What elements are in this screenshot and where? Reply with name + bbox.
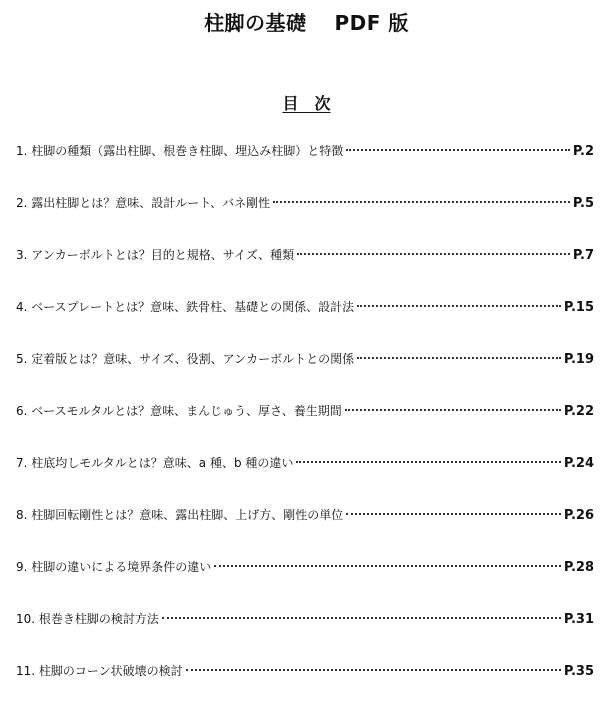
toc-entry-page: P.2 xyxy=(572,144,594,159)
toc-entry[interactable] xyxy=(16,348,594,400)
toc-entry-page: P.7 xyxy=(572,248,594,263)
toc-entry-page: P.5 xyxy=(572,196,594,211)
dot-leader xyxy=(297,253,570,255)
dot-leader xyxy=(346,513,561,515)
toc-entry-title: 9. 柱脚の違いによる境界条件の違い xyxy=(16,560,212,574)
toc-heading xyxy=(0,93,613,115)
toc-entry-page: P.15 xyxy=(563,300,594,315)
toc-entry-page: P.31 xyxy=(563,612,594,627)
toc-entry[interactable] xyxy=(16,556,594,608)
toc-entry-page: P.35 xyxy=(563,664,594,679)
toc-entry[interactable] xyxy=(16,504,594,556)
toc-entry-title: 11. 柱脚のコーン状破壊の検討 xyxy=(16,664,183,678)
toc-entry-title: 4. ベースプレートとは？意味、鉄骨柱、基礎との関係、設計法 xyxy=(16,300,355,314)
document-title: 柱脚の基礎 PDF 版 xyxy=(204,11,409,35)
toc-entry-page: P.28 xyxy=(563,560,594,575)
toc-entry-page: P.19 xyxy=(563,352,594,367)
toc-entry-page: P.22 xyxy=(563,404,594,419)
dot-leader xyxy=(357,357,561,359)
dot-leader xyxy=(345,409,561,411)
toc-entry[interactable] xyxy=(16,452,594,504)
toc-entry-title: 8. 柱脚回転剛性とは？意味、露出柱脚、上げ方、剛性の単位 xyxy=(16,508,344,522)
dot-leader xyxy=(186,669,561,671)
dot-leader xyxy=(214,565,561,567)
toc-entry[interactable] xyxy=(16,192,594,244)
toc-entry[interactable] xyxy=(16,400,594,452)
toc-entry[interactable] xyxy=(16,608,594,660)
toc-entry-title: 5. 定着版とは？意味、サイズ、役割、アンカーボルトとの関係 xyxy=(16,352,355,366)
toc-entry[interactable] xyxy=(16,244,594,296)
dot-leader xyxy=(162,617,561,619)
dot-leader xyxy=(296,461,560,463)
toc-heading-text: 目 次 xyxy=(282,94,331,113)
dot-leader xyxy=(273,201,570,203)
toc-entry-page: P.26 xyxy=(563,508,594,523)
toc-entry-title: 10. 根巻き柱脚の検討方法 xyxy=(16,612,159,626)
dot-leader xyxy=(346,149,570,151)
table-of-contents xyxy=(16,140,594,712)
toc-entry-title: 3. アンカーボルトとは？目的と規格、サイズ、種類 xyxy=(16,248,295,262)
toc-entry[interactable] xyxy=(16,296,594,348)
toc-entry-page: P.24 xyxy=(563,456,594,471)
toc-entry-title: 6. ベースモルタルとは？意味、まんじゅう、厚さ、養生期間 xyxy=(16,404,342,418)
toc-entry-title: 1. 柱脚の種類（露出柱脚、根巻き柱脚、埋込み柱脚）と特徴 xyxy=(16,144,344,158)
toc-entry-title: 7. 柱底均しモルタルとは？意味、a 種、b 種の違い xyxy=(16,456,294,470)
toc-entry[interactable] xyxy=(16,140,594,192)
dot-leader xyxy=(357,305,561,307)
toc-entry[interactable] xyxy=(16,660,594,712)
toc-entry-title: 2. 露出柱脚とは？意味、設計ルート、バネ剛性 xyxy=(16,196,271,210)
